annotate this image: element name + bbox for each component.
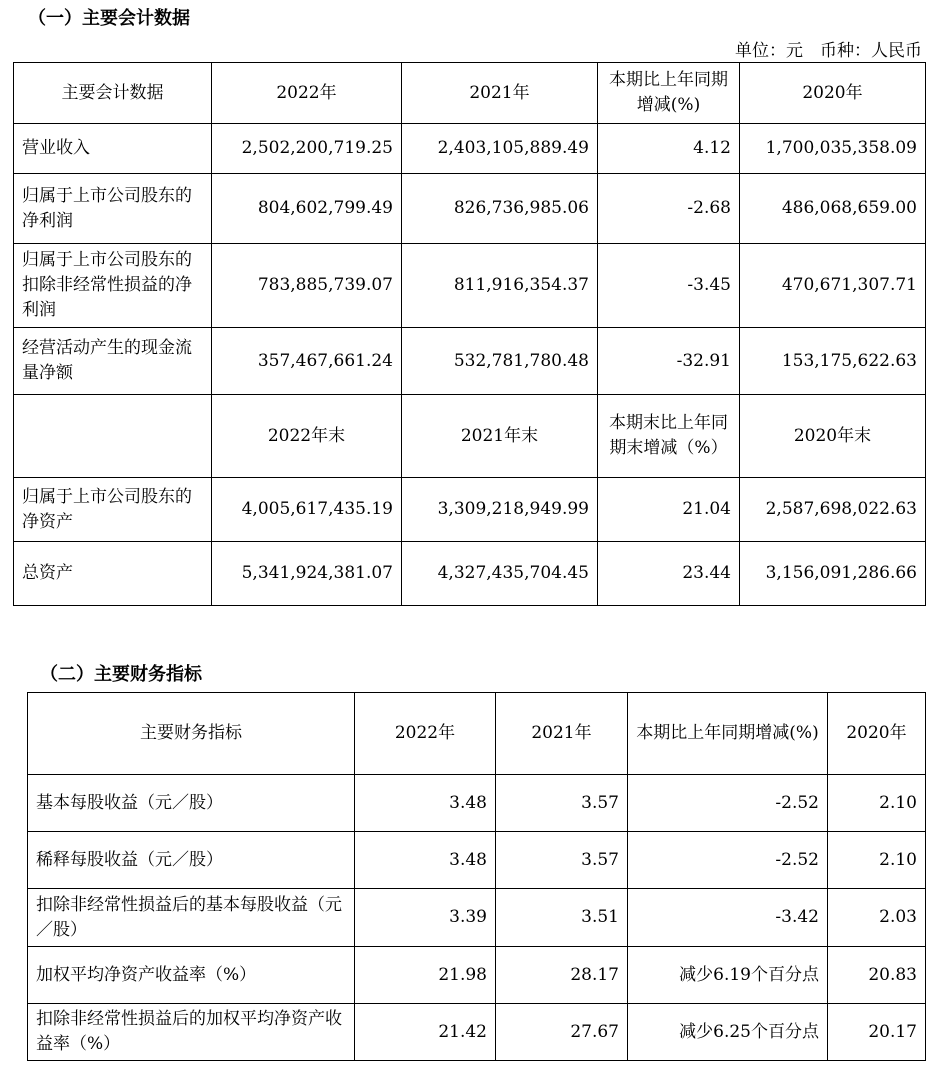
value-cell: 811,916,354.37 — [402, 244, 598, 328]
row-label: 归属于上市公司股东的扣除非经常性损益的净利润 — [14, 244, 212, 328]
value-cell: 3.39 — [355, 889, 496, 947]
header-cell: 2021年末 — [402, 395, 598, 478]
row-label: 归属于上市公司股东的净资产 — [14, 478, 212, 542]
value-cell: 4,327,435,704.45 — [402, 542, 598, 606]
header-cell: 2022年 — [212, 63, 402, 124]
value-cell: 4,005,617,435.19 — [212, 478, 402, 542]
table-row — [28, 947, 926, 1004]
value-cell: 28.17 — [496, 947, 628, 1004]
header-cell: 2020年末 — [740, 395, 926, 478]
value-cell: 20.17 — [828, 1004, 926, 1061]
financial-indicators-table — [27, 692, 926, 1061]
value-cell: -32.91 — [598, 328, 740, 395]
row-label: 扣除非经常性损益后的基本每股收益（元／股） — [28, 889, 355, 947]
value-cell: 532,781,780.48 — [402, 328, 598, 395]
table-row — [14, 478, 926, 542]
value-cell: 21.42 — [355, 1004, 496, 1061]
value-cell: 2,587,698,022.63 — [740, 478, 926, 542]
value-cell: 357,467,661.24 — [212, 328, 402, 395]
header-cell: 2021年 — [402, 63, 598, 124]
table-subheader-row — [14, 395, 926, 478]
value-cell: 1,700,035,358.09 — [740, 124, 926, 174]
row-label: 稀释每股收益（元／股） — [28, 832, 355, 889]
value-cell: 2.10 — [828, 832, 926, 889]
row-label: 归属于上市公司股东的净利润 — [14, 174, 212, 244]
value-cell: 486,068,659.00 — [740, 174, 926, 244]
unit-currency-note: 单位：元 币种：人民币 — [735, 41, 922, 61]
value-cell: -3.42 — [628, 889, 828, 947]
table-row — [28, 775, 926, 832]
header-cell — [14, 395, 212, 478]
value-cell: 3.51 — [496, 889, 628, 947]
value-cell: 2,403,105,889.49 — [402, 124, 598, 174]
table-row — [14, 174, 926, 244]
value-cell: 减少6.25个百分点 — [628, 1004, 828, 1061]
table-header-row — [14, 63, 926, 124]
value-cell: -2.68 — [598, 174, 740, 244]
value-cell: -2.52 — [628, 775, 828, 832]
row-label: 基本每股收益（元／股） — [28, 775, 355, 832]
value-cell: -2.52 — [628, 832, 828, 889]
value-cell: 2,502,200,719.25 — [212, 124, 402, 174]
table-header-row — [28, 693, 926, 775]
header-cell: 主要会计数据 — [14, 63, 212, 124]
section-title-financial-indicators: （二）主要财务指标 — [40, 664, 202, 685]
row-label: 扣除非经常性损益后的加权平均净资产收益率（%） — [28, 1004, 355, 1061]
value-cell: 减少6.19个百分点 — [628, 947, 828, 1004]
header-cell: 2020年 — [828, 693, 926, 775]
value-cell: 2.10 — [828, 775, 926, 832]
header-cell: 本期比上年同期增减(%) — [628, 693, 828, 775]
header-cell: 2021年 — [496, 693, 628, 775]
value-cell: 153,175,622.63 — [740, 328, 926, 395]
header-cell: 2020年 — [740, 63, 926, 124]
header-cell: 本期末比上年同期末增减（%） — [598, 395, 740, 478]
header-cell: 本期比上年同期增减(%) — [598, 63, 740, 124]
table-row — [14, 328, 926, 395]
row-label: 营业收入 — [14, 124, 212, 174]
table-row — [28, 832, 926, 889]
value-cell: 27.67 — [496, 1004, 628, 1061]
value-cell: 3.57 — [496, 775, 628, 832]
table-row — [14, 542, 926, 606]
value-cell: 20.83 — [828, 947, 926, 1004]
accounting-data-table — [13, 62, 926, 606]
header-cell: 2022年 — [355, 693, 496, 775]
value-cell: 3.57 — [496, 832, 628, 889]
row-label: 总资产 — [14, 542, 212, 606]
table-row — [14, 244, 926, 328]
row-label: 加权平均净资产收益率（%） — [28, 947, 355, 1004]
value-cell: 804,602,799.49 — [212, 174, 402, 244]
value-cell: 3,156,091,286.66 — [740, 542, 926, 606]
value-cell: 4.12 — [598, 124, 740, 174]
table-row — [28, 1004, 926, 1061]
value-cell: 2.03 — [828, 889, 926, 947]
value-cell: 3.48 — [355, 775, 496, 832]
value-cell: 23.44 — [598, 542, 740, 606]
value-cell: 826,736,985.06 — [402, 174, 598, 244]
value-cell: 5,341,924,381.07 — [212, 542, 402, 606]
value-cell: 21.98 — [355, 947, 496, 1004]
header-cell: 主要财务指标 — [28, 693, 355, 775]
value-cell: -3.45 — [598, 244, 740, 328]
value-cell: 21.04 — [598, 478, 740, 542]
value-cell: 3,309,218,949.99 — [402, 478, 598, 542]
section-title-accounting-data: （一）主要会计数据 — [28, 8, 190, 29]
value-cell: 470,671,307.71 — [740, 244, 926, 328]
table-row — [28, 889, 926, 947]
table-row — [14, 124, 926, 174]
value-cell: 3.48 — [355, 832, 496, 889]
value-cell: 783,885,739.07 — [212, 244, 402, 328]
row-label: 经营活动产生的现金流量净额 — [14, 328, 212, 395]
header-cell: 2022年末 — [212, 395, 402, 478]
